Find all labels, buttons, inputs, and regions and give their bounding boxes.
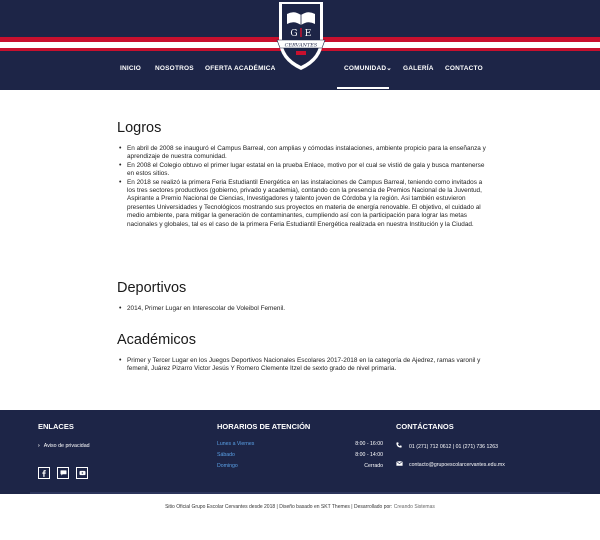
footer-contact-title: CONTÁCTANOS [396, 422, 454, 431]
schedule-hours: 8:00 - 16:00 [355, 441, 383, 447]
schedule-hours: 8:00 - 14:00 [355, 452, 383, 458]
copyright-bar [0, 504, 600, 510]
chevron-right-icon: › [38, 443, 40, 449]
nav-inicio[interactable]: INICIO [120, 65, 142, 72]
footer-links-title: ENLACES [38, 422, 74, 431]
deportivos-list [117, 305, 487, 313]
section-title-logros: Logros [117, 120, 162, 136]
privacy-link-label: Aviso de privacidad [43, 443, 90, 449]
section-title-academicos: Académicos [117, 332, 196, 348]
schedule-day: Domingo [217, 463, 238, 469]
phone-icon [396, 442, 404, 450]
footer-hours-title: HORARIOS DE ATENCIÓN [217, 422, 311, 431]
nav-contacto[interactable]: CONTACTO [445, 65, 483, 72]
facebook-icon[interactable] [38, 467, 50, 479]
section-academicos [117, 332, 487, 374]
academicos-list [117, 357, 487, 374]
youtube-icon[interactable] [76, 467, 88, 479]
schedule-row [217, 463, 383, 471]
contact-phone-text: 01 (271) 712 0612 | 01 (271) 736 1263 [409, 444, 499, 450]
nav-oferta-academica[interactable]: OFERTA ACADÉMICA [205, 65, 276, 72]
nav-nosotros[interactable]: NOSOTROS [155, 65, 194, 72]
contact-email[interactable] [396, 461, 505, 468]
site-footer [0, 410, 600, 494]
copyright-text: Sitio Oficial Grupo Escolar Cervantes desde 2018 | Diseño basado en SKT Themes | Desarrollado por: [165, 504, 394, 510]
list-item: • Primer y Tercer Lugar en los Juegos Deportivos Nacionales Escolares 2017-2018 en la categoría de Ajedrez, ramas varonil y femenil, Juárez Pizarro Victor Jesús Y Romero Clemente Itzel de sexto grado de nivel primaria. [117, 357, 487, 374]
logo-letter-g: G [290, 29, 298, 39]
contact-email-text: contacto@grupoescolarcervantes.edu.mx [409, 462, 505, 468]
section-title-deportivos: Deportivos [117, 280, 187, 296]
nav-galeria[interactable]: GALERÍA [403, 65, 434, 72]
list-item: • En abril de 2008 se inauguró el Campus Barreal, con amplias y cómodas instalaciones, ambiente propicio para la enseñanza y aprendizaje de nuestra comunidad. [117, 145, 487, 162]
privacy-link[interactable] [38, 443, 90, 449]
logros-list [117, 145, 487, 229]
nav-comunidad-label: COMUNIDAD [344, 65, 387, 72]
schedule-day: Lunes a Viernes [217, 441, 255, 447]
developer-link[interactable]: Creando Sistemas [393, 504, 435, 510]
list-item: • 2014, Primer Lugar en Interescolar de Voleibol Femenil. [117, 305, 487, 313]
logo-ribbon-text: CERVANTES [284, 42, 318, 49]
envelope-icon [396, 461, 404, 468]
logo-letter-e: E [304, 29, 312, 39]
schedule-row [217, 441, 383, 449]
schedule-day: Sábado [217, 452, 235, 458]
contact-phone [396, 442, 498, 450]
footer-divider [30, 492, 570, 494]
site-header [0, 0, 600, 90]
chat-icon[interactable] [57, 467, 69, 479]
chevron-down-icon: ⌄ [386, 65, 392, 72]
nav-comunidad[interactable] [337, 59, 392, 89]
schedule-row [217, 452, 383, 460]
section-deportivos [117, 280, 487, 313]
main-nav [0, 59, 600, 89]
list-item: • En 2008 el Colegio obtuvo el primer lugar estatal en la prueba Enlace, motivo por el cual se vistió de gala y busca mantenerse en estos sitios. [117, 162, 487, 179]
schedule-hours: Cerrado [364, 463, 383, 469]
list-item: • En 2018 se realizó la primera Feria Estudiantil Energética en las instalaciones de Campus Barreal, teniendo como invitados a los tres sectores productivos (gobierno, privado y academia), contando con la presencia de Premios Nacional de la Juventud, Aspirante a Premio Nacional de Ciencias, Investigadores y talento joven de Córdoba y la región. Asi también estuvieron presentes Universidades y Tecnológicos mostrando sus proyectos en materia de energía renovable. El objetivo, el cuidado al medio ambiente, para mitigar la generación de contaminantes, cumpliendo así con la participación para lograr las metas nacionales y globales, tal es el caso de la primera Feria Estudiantil Energética realizada en nuestra Institución y la Ciudad. [117, 179, 487, 229]
section-logros [117, 120, 487, 229]
